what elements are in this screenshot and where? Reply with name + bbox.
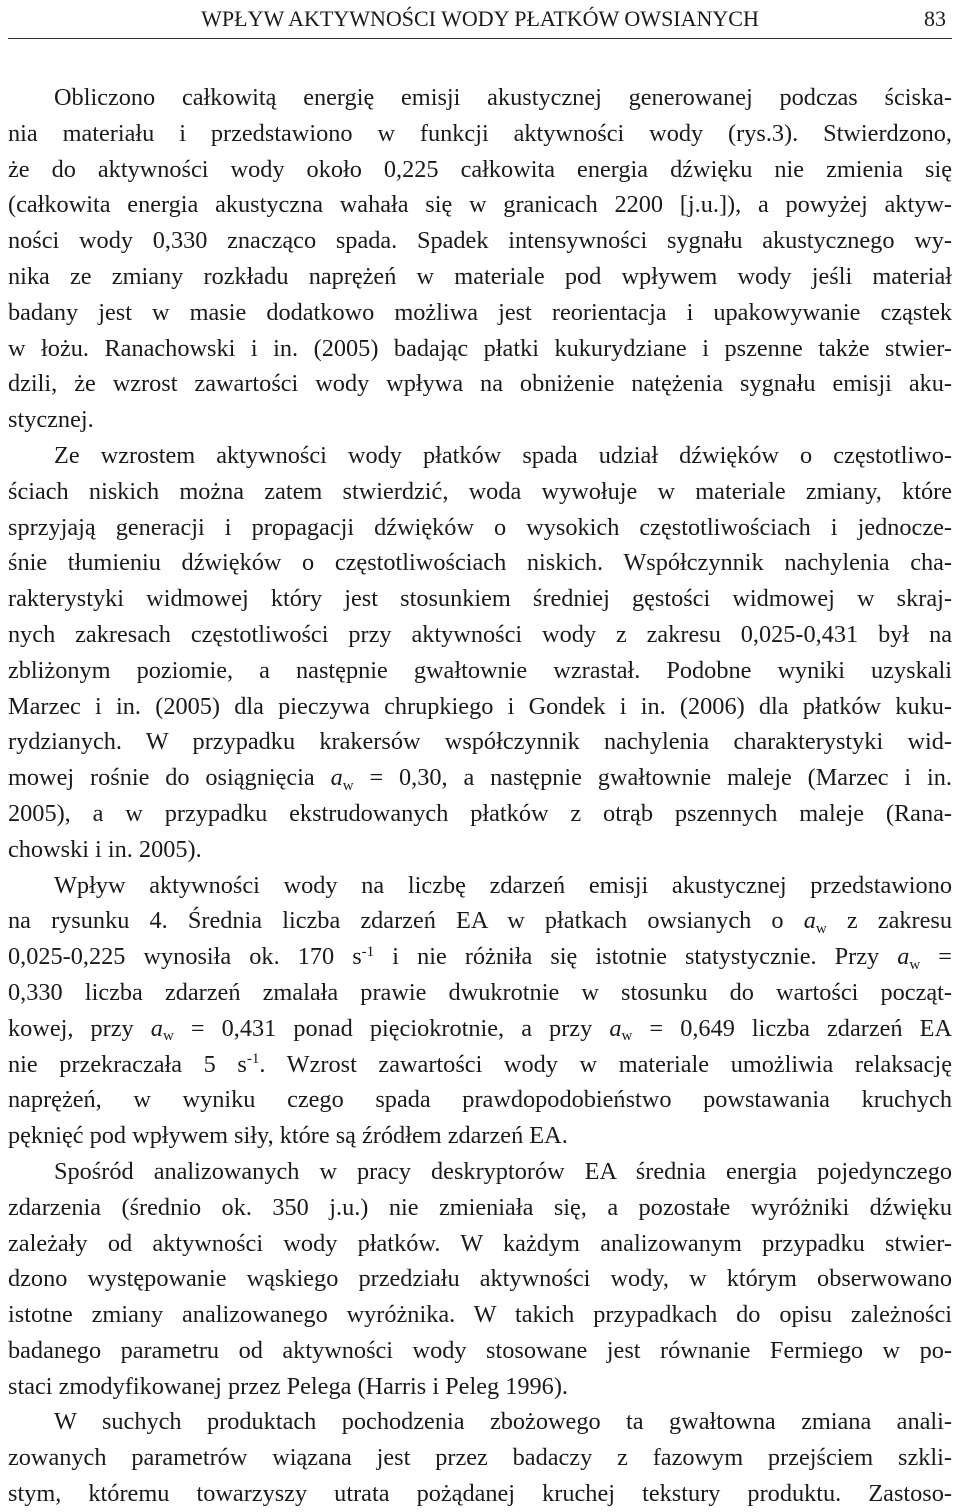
text-line <box>8 259 952 295</box>
formula-symbol: -1 <box>246 1051 260 1068</box>
text-segment: = 0,431 ponad pięciokrotnie, a przy <box>173 1014 610 1042</box>
text-segment: Ze wzrostem aktywności wody płatków spada udział dźwięków o częstotliwo- <box>54 441 952 469</box>
text-segment: zbliżonym poziomie, a następnie gwałtownie wzrastał. Podobne wyniki uzyskali <box>8 656 952 684</box>
text-segment: w łożu. Ranachowski i in. (2005) badając płatki kukurydziane i pszenne także stwier- <box>8 334 952 362</box>
text-line <box>8 760 952 796</box>
text-segment: sprzyjają generacji i propagacji dźwięków o wysokich częstotliwościach i jednocze- <box>8 513 952 541</box>
text-line <box>8 1333 952 1369</box>
text-segment: . Wzrost zawartości wody w materiale umożliwia relaksację <box>259 1050 952 1078</box>
text-segment: Obliczono całkowitą energię emisji akustycznej generowanej podczas ściska- <box>54 84 952 111</box>
text-line <box>8 474 952 510</box>
text-segment: zależały od aktywności wody płatków. W każdym analizowanym przypadku stwier- <box>8 1229 952 1257</box>
text-line <box>8 975 952 1011</box>
text-segment: 2005), a w przypadku ekstrudowanych płatków z otrąb pszennych maleje (Rana- <box>8 799 952 827</box>
text-line <box>8 366 952 402</box>
text-segment: stycznej. <box>8 406 94 434</box>
text-segment: nie przekraczała 5 s <box>8 1050 247 1078</box>
text-line <box>8 80 952 116</box>
text-line <box>8 1082 952 1118</box>
formula-symbol: w <box>815 920 827 937</box>
formula-symbol: -1 <box>361 943 375 960</box>
text-line <box>8 653 952 689</box>
text-segment: 0,025-0,225 wynosiła ok. 170 s <box>8 943 362 971</box>
text-line <box>8 1154 952 1190</box>
text-line <box>8 187 952 223</box>
text-segment: nia materiału i przedstawiono w funkcji aktywności wody (rys.3). Stwierdzono, <box>8 119 952 147</box>
text-line <box>8 832 952 868</box>
text-segment: rakterystyki widmowej który jest stosunkiem średniej gęstości widmowej w skraj- <box>8 585 952 613</box>
running-title: WPŁYW AKTYWNOŚCI WODY PŁATKÓW OWSIANYCH <box>201 6 759 31</box>
text-segment: stym, któremu towarzyszy utrata pożądanej kruchej tekstury produktu. Zastoso- <box>8 1480 952 1508</box>
text-line <box>8 1297 952 1333</box>
text-line <box>8 617 952 653</box>
text-line <box>8 689 952 725</box>
page-number: 83 <box>924 6 946 31</box>
formula-symbol: a <box>897 943 910 971</box>
text-segment: na rysunku 4. Średnia liczba zdarzeń EA w płatkach owsianych o <box>8 907 804 935</box>
text-segment: śnie tłumieniu dźwięków o częstotliwościach niskich. Współczynnik nachylenia cha- <box>8 549 952 577</box>
text-segment: kowej, przy <box>8 1014 151 1042</box>
text-segment: pęknięć pod wpływem siły, które są źródłem zdarzeń EA. <box>8 1122 568 1150</box>
formula-symbol: a <box>609 1014 622 1042</box>
formula-symbol: a <box>330 764 343 792</box>
text-segment: nych zakresach częstotliwości przy aktywności wody z zakresu 0,025-0,431 był na <box>8 620 952 648</box>
text-segment: nika ze zmiany rozkładu naprężeń w materiale pod wpływem wody jeśli materiał <box>8 262 952 290</box>
formula-symbol: w <box>621 1028 633 1045</box>
text-segment: chowski i in. 2005). <box>8 835 202 863</box>
text-line <box>8 1440 952 1476</box>
text-segment: zdarzenia (średnio ok. 350 j.u.) nie zmieniała się, a pozostałe wyróżniki dźwięku <box>8 1193 952 1221</box>
text-segment: istotne zmiany analizowanego wyróżnika. W takich przypadkach do opisu zależności <box>8 1301 952 1329</box>
text-segment: ściach niskich można zatem stwierdzić, woda wywołuje w materiale zmiany, które <box>8 477 952 505</box>
formula-symbol: w <box>909 956 921 973</box>
text-segment: = 0,30, a następnie gwałtownie maleje (Marzec i in. <box>353 764 952 792</box>
text-segment: Spośród analizowanych w pracy deskryptorów EA średnia energia pojedynczego <box>54 1157 952 1185</box>
text-segment: ności wody 0,330 znacząco spada. Spadek intensywności sygnału akustycznego wy- <box>8 227 952 255</box>
text-line <box>8 510 952 546</box>
text-segment: że do aktywności wody około 0,225 całkowita energia dźwięku nie zmienia się <box>8 155 952 183</box>
text-segment: Marzec i in. (2005) dla pieczywa chrupkiego i Gondek i in. (2006) dla płatków kuku- <box>8 692 952 720</box>
text-segment: dzono występowanie wąskiego przedziału aktywności wody, w którym obserwowano <box>8 1265 952 1293</box>
text-line <box>8 796 952 832</box>
text-line <box>8 581 952 617</box>
text-segment: 0,330 liczba zdarzeń zmalała prawie dwukrotnie w stosunku do wartości począt- <box>8 978 952 1006</box>
text-segment: rydzianych. W przypadku krakersów współczynnik nachylenia charakterystyki wid- <box>8 728 952 756</box>
text-line <box>8 152 952 188</box>
text-segment: staci zmodyfikowanej przez Pelega (Harris i Peleg 1996). <box>8 1372 568 1400</box>
text-line <box>8 1369 952 1405</box>
text-line <box>8 223 952 259</box>
text-line <box>8 1047 952 1083</box>
text-line <box>8 438 952 474</box>
text-line <box>8 1226 952 1262</box>
text-segment: i nie różniła się istotnie statystycznie. Przy <box>374 943 898 971</box>
running-header <box>8 0 952 39</box>
text-line <box>8 295 952 331</box>
text-segment: badany jest w masie dodatkowo możliwa jest reorientacja i upakowywanie cząstek <box>8 298 952 326</box>
text-segment: badanego parametru od aktywności wody stosowane jest równanie Fermiego w po- <box>8 1336 952 1364</box>
text-segment: = <box>920 943 952 971</box>
text-line <box>8 331 952 367</box>
text-line <box>8 402 952 438</box>
text-segment: naprężeń, w wyniku czego spada prawdopodobieństwo powstawania kruchych <box>8 1086 952 1114</box>
formula-symbol: a <box>803 907 816 935</box>
formula-symbol: w <box>162 1028 174 1045</box>
text-segment: = 0,649 liczba zdarzeń EA <box>632 1014 952 1042</box>
text-line <box>8 116 952 152</box>
text-segment: mowej rośnie do osiągnięcia <box>8 764 331 792</box>
text-line <box>8 1404 952 1440</box>
text-segment: W suchych produktach pochodzenia zbożowego ta gwałtowna zmiana anali- <box>54 1408 952 1436</box>
text-line <box>8 868 952 904</box>
text-segment: (całkowita energia akustyczna wahała się w granicach 2200 [j.u.]), a powyżej aktyw- <box>8 191 952 219</box>
formula-symbol: w <box>342 777 354 794</box>
text-line <box>8 1011 952 1047</box>
text-line <box>8 1261 952 1297</box>
text-segment: dzili, że wzrost zawartości wody wpływa na obniżenie natężenia sygnału emisji aku- <box>8 370 952 398</box>
text-line <box>8 1190 952 1226</box>
text-line <box>8 724 952 760</box>
formula-symbol: a <box>150 1014 163 1042</box>
text-line <box>8 545 952 581</box>
text-segment: z zakresu <box>826 907 952 935</box>
body-text <box>8 80 952 1512</box>
text-line <box>8 1118 952 1154</box>
text-line <box>8 903 952 939</box>
text-segment: zowanych parametrów wiązana jest przez badaczy z fazowym przejściem szkli- <box>8 1444 952 1472</box>
text-segment: Wpływ aktywności wody na liczbę zdarzeń emisji akustycznej przedstawiono <box>54 871 952 899</box>
text-line <box>8 1476 952 1512</box>
text-line <box>8 939 952 975</box>
